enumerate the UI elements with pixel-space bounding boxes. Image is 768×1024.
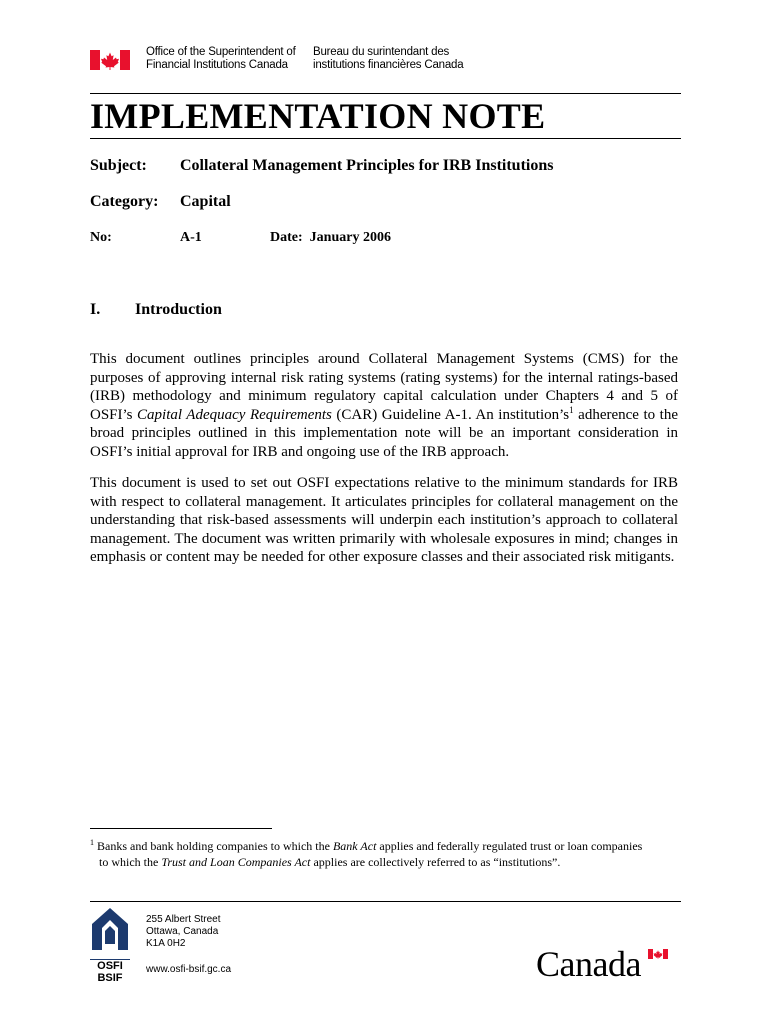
- address-block: [146, 914, 221, 950]
- date-label: Date:: [270, 230, 303, 245]
- address-line-1: 255 Albert Street: [146, 914, 221, 925]
- footnote-text-a: Banks and bank holding companies to which the: [94, 839, 333, 853]
- footnote: [90, 835, 680, 870]
- subject-label: Subject:: [90, 157, 147, 174]
- agency-name-english: [146, 46, 296, 72]
- address-line-3: K1A 0H2: [146, 938, 186, 949]
- section-title: Introduction: [135, 301, 222, 318]
- agency-name-french-line1: Bureau du surintendant des: [313, 46, 450, 58]
- category-value: Capital: [180, 193, 231, 210]
- footnote-italic-trust-act: Trust and Loan Companies Act: [161, 855, 311, 869]
- number-label: No:: [90, 230, 112, 245]
- document-title: IMPLEMENTATION NOTE: [90, 96, 546, 136]
- subject-value: Collateral Management Principles for IRB Institutions: [180, 157, 554, 174]
- category-label: Category:: [90, 193, 159, 210]
- osfi-logo-text: [90, 959, 130, 984]
- footnote-reference[interactable]: 1: [569, 404, 574, 415]
- title-bottom-rule: [90, 138, 681, 139]
- footnote-italic-bank-act: Bank Act: [332, 839, 377, 853]
- date-field: [270, 228, 391, 248]
- agency-name-french: [313, 46, 463, 72]
- footnote-separator: [90, 828, 272, 829]
- footnote-line-2: [90, 854, 680, 870]
- agency-name-french-line2: institutions financières Canada: [313, 59, 464, 71]
- paragraph1-text-c: adherence to the broad principles outlined in this implementation note will be an important consideration in OSFI’s initial approval for IRB and ongoing use of the IRB approach.: [90, 406, 678, 460]
- number-value: A-1: [180, 230, 202, 245]
- footnote-number: 1: [90, 838, 94, 847]
- osfi-logo-text-line2: BSIF: [97, 972, 123, 984]
- paragraph1-italic-title: Capital Adequacy Requirements: [137, 406, 332, 423]
- footnote-text-b: applies and federally regulated trust or loan companies: [376, 839, 643, 853]
- title-top-rule: [90, 93, 681, 94]
- paragraph1-text-a: This document outlines principles around Collateral Management Systems (CMS) for the purposes of approving internal risk rating systems (rating systems) for the internal ratings-based (IRB) methodology and minimum regulatory capital calculation under Chapters 4 and 5 of OSFI’s: [90, 351, 678, 423]
- osfi-logo-text-line1: OSFI: [97, 960, 123, 972]
- website-link[interactable]: www.osfi-bsif.gc.ca: [146, 964, 232, 975]
- osfi-logo: [90, 906, 130, 982]
- address-line-2: Ottawa, Canada: [146, 926, 219, 937]
- date-value: January 2006: [309, 230, 391, 245]
- footnote-line-1: [90, 835, 680, 854]
- agency-name-english-line1: Office of the Superintendent of: [146, 46, 296, 58]
- section-number: I.: [90, 301, 101, 318]
- canada-flag-icon: [90, 50, 130, 70]
- footnote-text-c: to which the: [99, 855, 162, 869]
- footnote-text-d: applies are collectively referred to as “institutions”.: [310, 855, 561, 869]
- osfi-emblem-icon: [90, 906, 130, 952]
- canada-wordmark: Canada: [536, 944, 641, 984]
- introduction-paragraph-1: [90, 350, 678, 462]
- paragraph1-text-b: (CAR) Guideline A-1. An institution’s: [331, 406, 570, 423]
- introduction-paragraph-2: This document is used to set out OSFI expectations relative to the minimum standards for IRB with respect to collateral management. It articulates principles for collateral management on the understanding that risk-based assessments will underpin each institution’s approach to collateral management. The document was written primarily with wholesale exposures in mind; changes in emphasis or content may be needed for other exposure classes and their associated risk mitigants.: [90, 475, 678, 566]
- agency-name-english-line2: Financial Institutions Canada: [146, 59, 288, 71]
- footer-rule: [90, 901, 681, 902]
- canada-wordmark-flag-icon: [648, 949, 668, 959]
